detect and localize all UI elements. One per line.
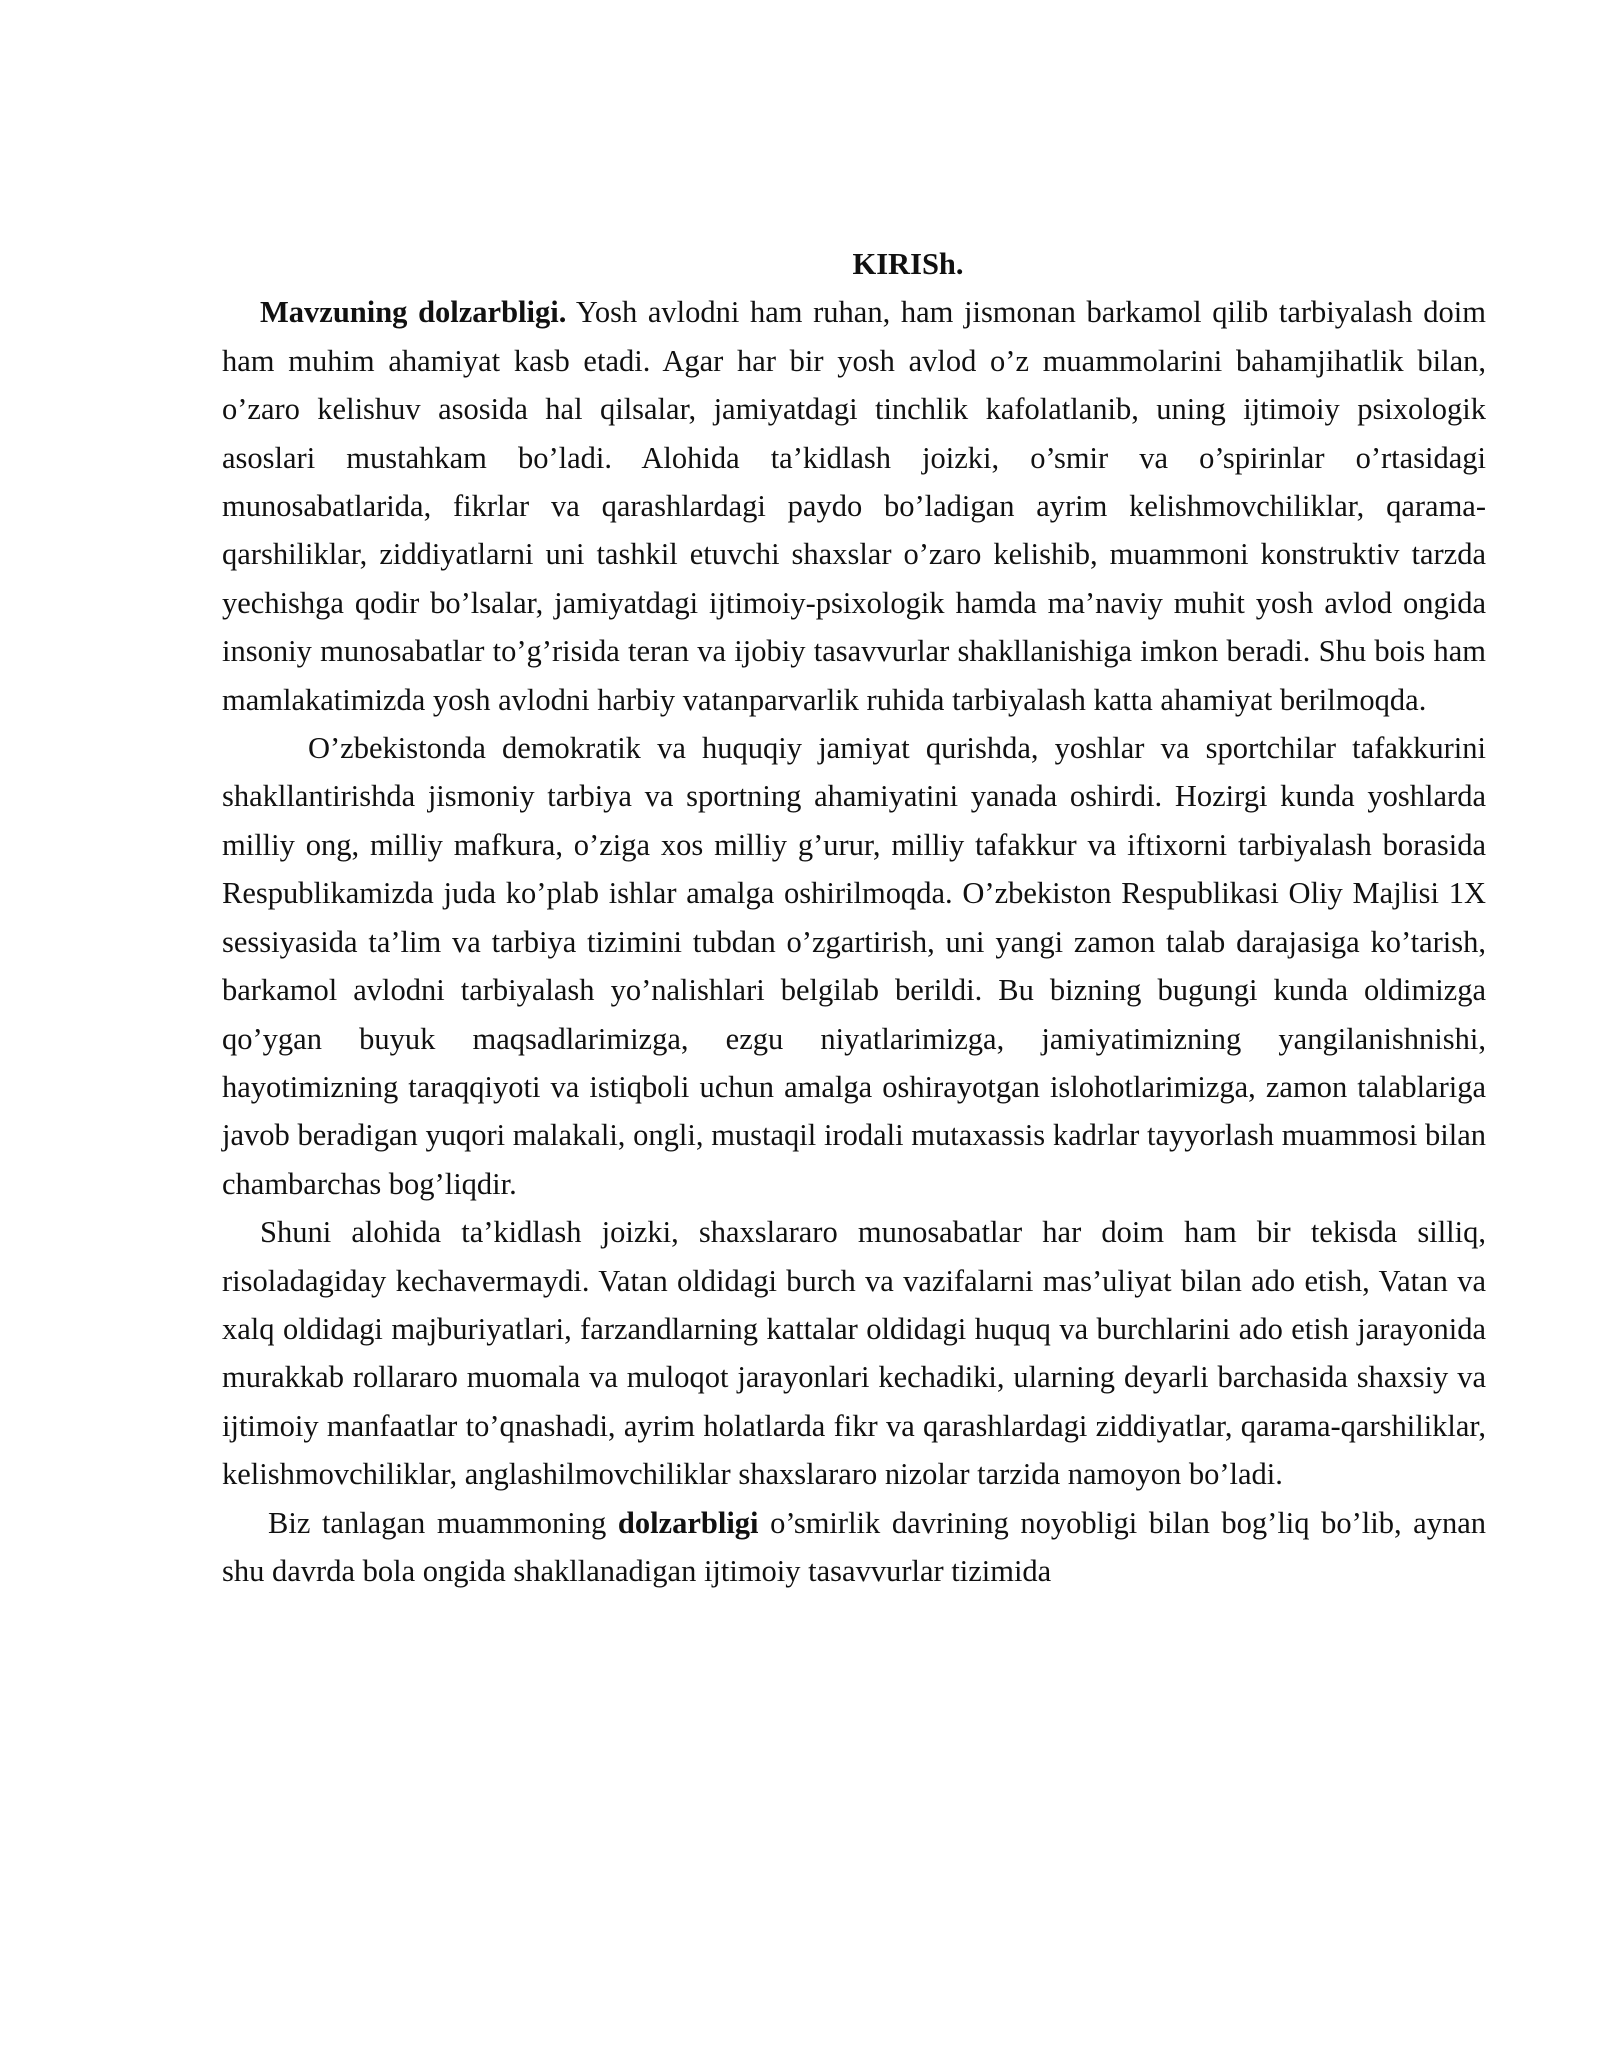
paragraph-chosen-problem — [222, 1499, 1486, 1596]
paragraph-text: Shuni alohida ta’kidlash joizki, shaxslararo munosabatlar har doim ham bir tekisda silliq, risoladagiday kechavermaydi. Vatan oldidagi burch va vazifalarni mas’uliyat bilan ado etish, Vatan va xalq oldidagi majburiyatlari, farzandlarning kattalar oldidagi huquq va burchlarini ado etish jarayonida murakkab rollararo muomala va muloqot jarayonlari kechadiki, ularning deyarli barchasida shaxsiy va ijtimoiy manfaatlar to’qnashadi, ayrim holatlarda fikr va qarashlardagi ziddiyatlar, qarama-qarshiliklar, kelishmovchiliklar, anglashilmovchiliklar shaxslararo nizolar tarzida namoyon bo’ladi. — [222, 1215, 1486, 1492]
paragraph-text-before: Biz tanlagan muammoning — [268, 1505, 618, 1540]
paragraph-bold-term: dolzarbligi — [617, 1505, 759, 1540]
paragraph-text-after: o’smirlik davrining noyobligi bilan bog’liq bo’lib, aynan shu davrda bola ongida shakllanadigan ijtimoiy tasavvurlar tizimida — [222, 1505, 1486, 1588]
paragraph-lead-heading: Mavzuning dolzarbligi. — [260, 295, 567, 330]
paragraph-uzbekistan — [222, 724, 1486, 1208]
paragraph-relevance — [222, 288, 1486, 724]
paragraph-interpersonal — [222, 1208, 1486, 1498]
paragraph-text: O’zbekistonda demokratik va huquqiy jamiyat qurishda, yoshlar va sportchilar tafakkurini shakllantirishda jismoniy tarbiya va sportning ahamiyatini yanada oshirdi. Hozirgi kunda yoshlarda milliy ong, milliy mafkura, o’ziga xos milliy g’urur, milliy tafakkur va iftixorni tarbiyalash borasida Respublikamizda juda ko’plab ishlar amalga oshirilmoqda. O’zbekiston Respublikasi Oliy Majlisi 1X sessiyasida ta’lim va tarbiya tizimini tubdan o’zgartirish, uni yangi zamon talab darajasiga ko’tarish, barkamol avlodni tarbiyalash yo’nalishlari belgilab berildi. Bu bizning bugungi kunda oldimizga qo’ygan buyuk maqsadlarimizga, ezgu niyatlarimizga, jamiyatimizning yangilanishnishi, hayotimizning taraqqiyoti va istiqboli uchun amalga oshirayotgan islohotlarimizga, zamon talablariga javob beradigan yuqori malakali, ongli, mustaqil irodali mutaxassis kadrlar tayyorlash muammosi bilan chambarchas bog’liqdir. — [222, 731, 1486, 1201]
page-title: KIRISh. — [852, 247, 964, 281]
paragraph-text: Yosh avlodni ham ruhan, ham jismonan barkamol qilib tarbiyalash doim ham muhim ahamiyat kasb etadi. Agar har bir yosh avlod o’z muammolarini bahamjihatlik bilan, o’zaro kelishuv asosida hal qilsalar, jamiyatdagi tinchlik kafolatlanib, uning ijtimoiy psixologik asoslari mustahkam bo’ladi. Alohida ta’kidlash joizki, o’smir va o’spirinlar o’rtasidagi munosabatlarida, fikrlar va qarashlardagi paydo bo’ladigan ayrim kelishmovchiliklar, qarama-qarshiliklar, ziddiyatlarni uni tashkil etuvchi shaxslar o’zaro kelishib, muammoni konstruktiv tarzda yechishga qodir bo’lsalar, jamiyatdagi ijtimoiy-psixologik hamda ma’naviy muhit yosh avlod ongida insoniy munosabatlar to’g’risida teran va ijobiy tasavvurlar shakllanishiga imkon beradi. Shu bois ham mamlakatimizda yosh avlodni harbiy vatanparvarlik ruhida tarbiyalash katta ahamiyat berilmoqda. — [222, 295, 1486, 717]
document-body — [222, 240, 1486, 1595]
